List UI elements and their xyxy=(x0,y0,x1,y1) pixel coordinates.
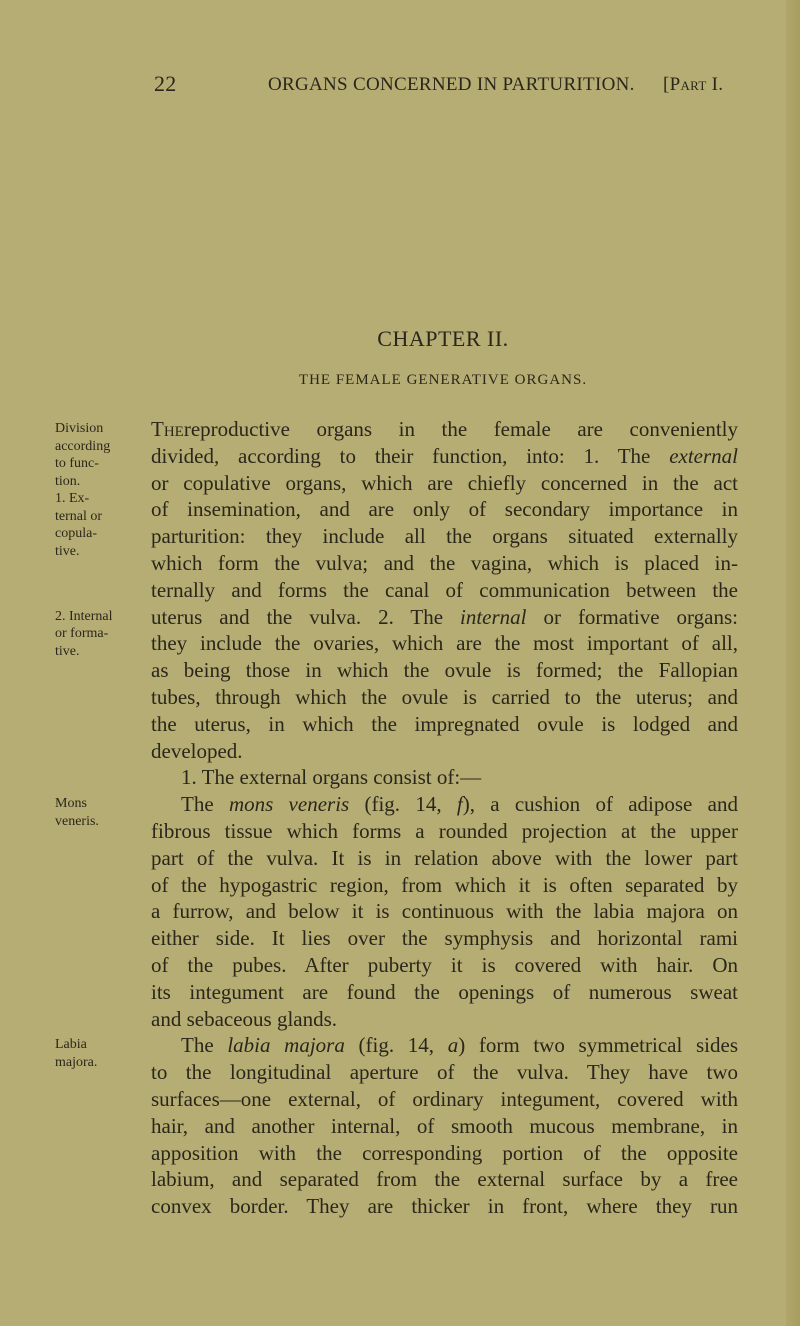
text-run: convex border. They are thicker in front, where they run xyxy=(151,1194,738,1219)
margin-note-line: ternal or xyxy=(55,508,103,524)
text-line xyxy=(151,711,738,738)
text-line xyxy=(151,470,738,497)
text-run: fibrous tissue which forms a rounded projection at the upper xyxy=(151,818,738,843)
text-run: ), a cushion of adipose and xyxy=(462,792,738,817)
text-run: hair, and another internal, of smooth mucous membrane, in xyxy=(151,1113,738,1138)
text-run: as being those in which the ovule is formed; the Fallopian xyxy=(151,658,738,683)
text-run: (fig. 14, xyxy=(344,1033,448,1058)
text-run: of the hypogastric region, from which it is often separated by xyxy=(151,872,738,897)
text-run: uterus and the vulva. 2. The xyxy=(151,604,461,629)
text-line xyxy=(151,925,738,952)
text-line xyxy=(151,1166,738,1193)
text-run: surfaces—one external, of ordinary integument, covered with xyxy=(151,1086,738,1111)
text-run: The xyxy=(181,1033,228,1058)
chapter-subtitle: THE FEMALE GENERATIVE ORGANS. xyxy=(298,372,588,388)
text-line xyxy=(151,979,738,1006)
italic-term: f xyxy=(456,792,463,817)
margin-note-line: tive. xyxy=(55,543,80,559)
chapter-title: CHAPTER II. xyxy=(377,326,509,351)
margin-note-line: 2. Internal xyxy=(55,608,113,624)
text-run: labium, and separated from the external surface by a free xyxy=(151,1167,738,1192)
margin-note-line: Labia xyxy=(55,1037,87,1053)
margin-note-line: or forma- xyxy=(55,626,109,642)
text-line xyxy=(151,1193,738,1220)
text-run: which form the vulva; and the vagina, which is placed in- xyxy=(151,550,738,575)
body-text xyxy=(151,416,738,1220)
margin-note-line: tive. xyxy=(55,643,80,659)
text-line xyxy=(151,550,738,577)
margin-note xyxy=(55,795,147,830)
text-run: either side. It lies over the symphysis and horizontal rami xyxy=(151,926,738,951)
text-line xyxy=(151,577,738,604)
text-run: and sebaceous glands. xyxy=(151,1006,338,1031)
italic-term: mons veneris xyxy=(228,792,350,817)
text-line xyxy=(151,872,738,899)
page-edge xyxy=(786,0,800,1326)
text-line xyxy=(151,952,738,979)
margin-note xyxy=(55,1036,147,1071)
text-line xyxy=(151,1113,738,1140)
text-run: they include the ovaries, which are the most important of all, xyxy=(151,631,738,656)
text-line xyxy=(151,1032,738,1059)
running-head: ORGANS CONCERNED IN PARTURITION. xyxy=(268,74,635,95)
text-run: The xyxy=(181,792,229,817)
text-line xyxy=(151,496,738,523)
text-line xyxy=(151,416,738,443)
margin-note-line: majora. xyxy=(55,1054,98,1070)
margin-note-line: 1. Ex- xyxy=(55,491,90,506)
margin-note-line: copula- xyxy=(55,526,97,541)
margin-note-line: according xyxy=(55,438,111,454)
margin-note xyxy=(55,608,147,661)
text-line xyxy=(151,1086,738,1113)
text-run: to the longitudinal aperture of the vulva. They have two xyxy=(151,1060,738,1085)
text-line xyxy=(151,630,738,657)
text-run: parturition: they include all the organs situated externally xyxy=(151,524,738,549)
text-line xyxy=(151,523,738,550)
text-line xyxy=(151,764,738,791)
margin-note-line: Mons xyxy=(55,796,87,812)
text-line xyxy=(151,898,738,925)
text-run: apposition with the corresponding portion of the opposite xyxy=(151,1140,738,1165)
text-line xyxy=(151,1140,738,1167)
italic-term: labia majora xyxy=(227,1033,345,1058)
text-line xyxy=(151,684,738,711)
text-run: its integument are found the openings of numerous sweat xyxy=(151,979,738,1004)
text-run: reproductive organs in the female are conveniently xyxy=(183,417,738,441)
text-run: part of the vulva. It is in relation above with the lower part xyxy=(151,845,738,870)
margin-note-line: to func- xyxy=(55,456,99,471)
margin-note-line: tion. xyxy=(55,473,81,489)
text-run: tubes, through which the ovule is carried to the uterus; and xyxy=(151,684,738,709)
text-run: The xyxy=(151,417,184,441)
italic-term: a xyxy=(447,1033,459,1058)
text-line xyxy=(151,1059,738,1086)
text-line xyxy=(151,443,738,470)
text-run: developed. xyxy=(151,738,243,763)
text-line xyxy=(151,845,738,872)
text-run: ternally and forms the canal of communication between the xyxy=(151,577,738,602)
text-line xyxy=(151,818,738,845)
margin-note xyxy=(55,420,147,560)
text-run: or copulative organs, which are chiefly concerned in the act xyxy=(151,470,738,495)
text-run: the uterus, in which the impregnated ovule is lodged and xyxy=(151,711,738,736)
text-line xyxy=(151,791,738,818)
text-run: of the pubes. After puberty it is covered with hair. On xyxy=(151,952,738,977)
margin-note-line: Division xyxy=(55,421,104,436)
italic-term: external xyxy=(669,443,738,468)
text-line xyxy=(151,604,738,631)
italic-term: internal xyxy=(460,604,527,629)
text-run: of insemination, and are only of secondary importance in xyxy=(151,497,738,522)
part-label: [Part I. xyxy=(663,74,724,95)
text-run: 1. The external organs consist of:— xyxy=(181,765,482,790)
text-run: or formative organs: xyxy=(526,604,738,629)
text-run: a furrow, and below it is continuous with the labia majora on xyxy=(151,899,738,924)
text-line xyxy=(151,738,738,765)
text-line xyxy=(151,1006,738,1033)
page-number: 22 xyxy=(154,71,177,96)
text-run: (fig. 14, xyxy=(349,792,457,817)
text-run: ) form two symmetrical sides xyxy=(458,1033,738,1058)
text-run: divided, according to their function, into: 1. The xyxy=(151,443,670,468)
margin-note-line: veneris. xyxy=(55,813,99,829)
text-line xyxy=(151,657,738,684)
